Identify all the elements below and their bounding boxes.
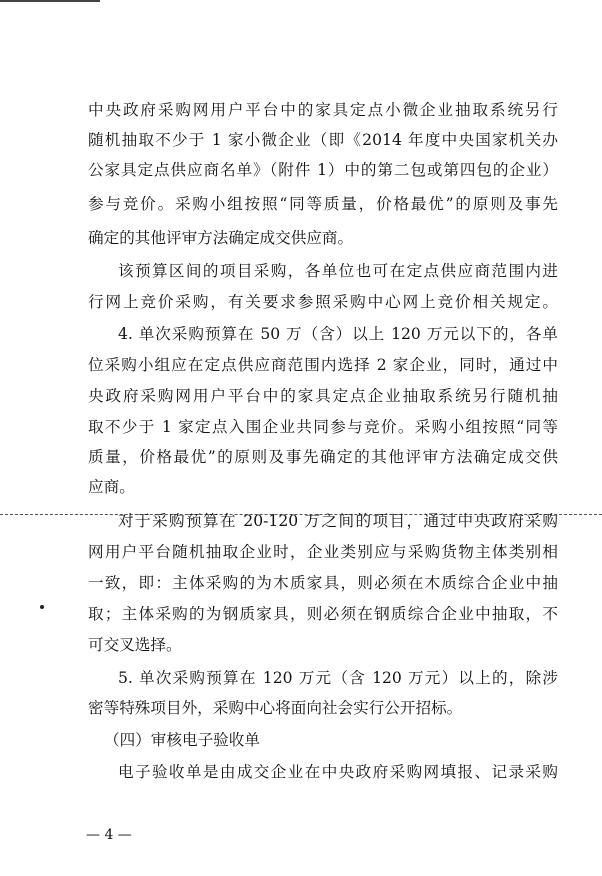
text-line: 该预算区间的项目采购，各单位也可在定点供应商范围内进 [118, 262, 558, 280]
text-line: 5. 单次采购预算在 120 万元（含 120 万元）以上的，除涉 [118, 669, 558, 687]
text-line: 央政府采购网用户平台中的家具定点企业抽取系统另行随机抽 [88, 387, 558, 405]
text-line: 位采购小组应在定点供应商范围内选择 2 家企业，同时，通过中 [88, 356, 558, 374]
scan-edge-mark [0, 0, 100, 2]
text-line: 随机抽取不少于 1 家小微企业（即《2014 年度中央国家机关办 [88, 131, 558, 149]
section-heading: （四）审核电子验收单 [104, 731, 260, 749]
text-line: 对于采购预算在 20-120 万之间的项目，通过中央政府采购 [118, 512, 558, 530]
text-line: 公家具定点供应商名单》（附件 1）中的第二包或第四包的企业） [88, 161, 558, 179]
page-number: — 4 — [86, 827, 132, 843]
text-line: 行网上竞价采购，有关要求参照采购中心网上竞价相关规定。 [88, 293, 558, 311]
text-line: 确定的其他评审方法确定成交供应商。 [88, 229, 354, 247]
text-line: 电子验收单是由成交企业在中央政府采购网填报、记录采购 [118, 763, 558, 781]
text-line: 一致，即：主体采购的为木质家具，则必须在木质综合企业中抽 [88, 574, 558, 592]
text-line: 4. 单次采购预算在 50 万（含）以上 120 万元以下的，各单 [118, 325, 558, 343]
text-line: 取；主体采购的为钢质家具，则必须在钢质综合企业中抽取，不 [88, 605, 558, 623]
text-line: 中央政府采购网用户平台中的家具定点小微企业抽取系统另行 [88, 101, 558, 119]
text-line: 应商。 [88, 478, 135, 496]
text-line: 可交叉选择。 [88, 636, 182, 654]
text-line: 网用户平台随机抽取企业时，企业类别应与采购货物主体类别相 [88, 543, 558, 561]
text-line: 取不少于 1 家定点入围企业共同参与竞价。采购小组按照“同等 [88, 418, 558, 436]
scan-speck [40, 605, 44, 609]
text-line: 参与竞价。采购小组按照“同等质量，价格最优”的原则及事先 [88, 195, 558, 213]
text-line: 质量，价格最优”的原则及事先确定的其他评审方法确定成交供 [88, 448, 558, 466]
text-line: 密等特殊项目外，采购中心将面向社会实行公开招标。 [88, 699, 463, 717]
